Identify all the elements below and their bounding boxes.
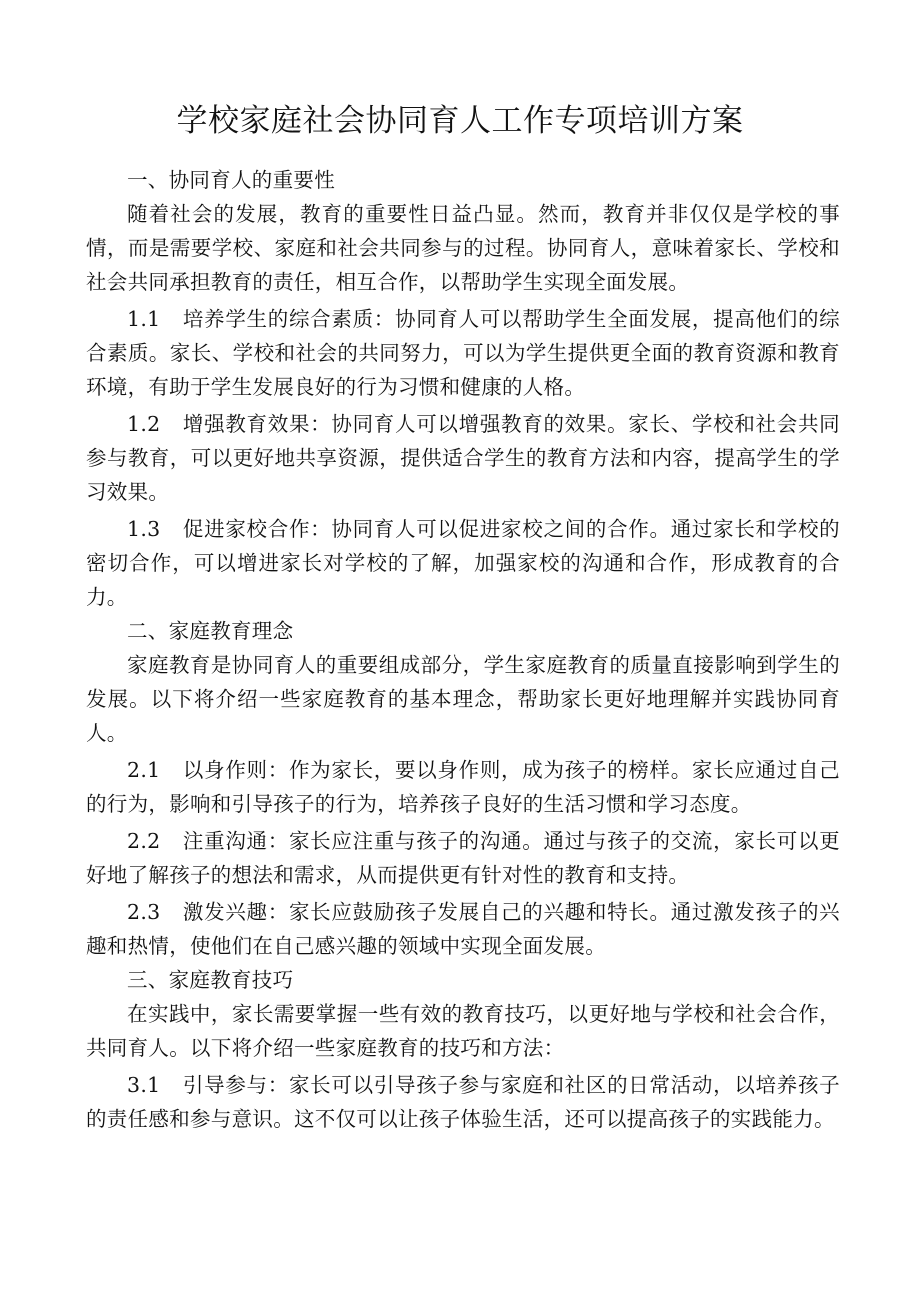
- document-body: [86, 163, 840, 1136]
- list-item: [86, 1068, 840, 1136]
- item-text: 增强教育效果：协同育人可以增强教育的效果。家长、学校和社会共同参与教育，可以更好地共享资源，提供适合学生的教育方法和内容，提高学生的学习效果。: [86, 412, 840, 504]
- section-intro: 随着社会的发展，教育的重要性日益凸显。然而，教育并非仅仅是学校的事情，而是需要学校、家庭和社会共同参与的过程。协同育人，意味着家长、学校和社会共同承担教育的责任，相互合作，以帮助学生实现全面发展。: [86, 202, 840, 294]
- section-heading: 一、协同育人的重要性: [127, 168, 335, 192]
- item-text: 引导参与：家长可以引导孩子参与家庭和社区的日常活动，以培养孩子的责任感和参与意识。这不仅可以让孩子体验生活，还可以提高孩子的实践能力。: [86, 1073, 840, 1131]
- section-heading: 三、家庭教育技巧: [127, 968, 294, 992]
- item-text: 激发兴趣：家长应鼓励孩子发展自己的兴趣和特长。通过激发孩子的兴趣和热情，使他们在自己感兴趣的领域中实现全面发展。: [86, 900, 840, 958]
- list-item: [86, 895, 840, 963]
- item-number: 2.2: [127, 829, 161, 853]
- section-intro: 在实践中，家长需要掌握一些有效的教育技巧，以更好地与学校和社会合作，共同育人。以下将介绍一些家庭教育的技巧和方法：: [86, 1002, 840, 1060]
- item-number: 3.1: [127, 1073, 161, 1097]
- document-title: 学校家庭社会协同育人工作专项培训方案: [176, 103, 744, 139]
- item-text: 培养学生的综合素质：协同育人可以帮助学生全面发展，提高他们的综合素质。家长、学校和社会的共同努力，可以为学生提供更全面的教育资源和教育环境，有助于学生发展良好的行为习惯和健康的人格。: [86, 307, 840, 399]
- item-number: 2.3: [127, 900, 161, 924]
- item-number: 1.2: [127, 412, 161, 436]
- item-text: 促进家校合作：协同育人可以促进家校之间的合作。通过家长和学校的密切合作，可以增进家长对学校的了解，加强家校的沟通和合作，形成教育的合力。: [86, 517, 840, 609]
- item-number: 1.1: [127, 307, 161, 331]
- list-item: [86, 753, 840, 821]
- item-number: 2.1: [127, 758, 161, 782]
- section-intro: 家庭教育是协同育人的重要组成部分，学生家庭教育的质量直接影响到学生的发展。以下将介绍一些家庭教育的基本理念，帮助家长更好地理解并实践协同育人。: [86, 653, 840, 745]
- list-item: [86, 302, 840, 404]
- list-item: [86, 824, 840, 892]
- item-text: 以身作则：作为家长，要以身作则，成为孩子的榜样。家长应通过自己的行为，影响和引导孩子的行为，培养孩子良好的生活习惯和学习态度。: [86, 758, 840, 816]
- section-heading: 二、家庭教育理念: [127, 619, 294, 643]
- item-text: 注重沟通：家长应注重与孩子的沟通。通过与孩子的交流，家长可以更好地了解孩子的想法和需求，从而提供更有针对性的教育和支持。: [86, 829, 840, 887]
- list-item: [86, 407, 840, 509]
- item-number: 1.3: [127, 517, 161, 541]
- list-item: [86, 512, 840, 614]
